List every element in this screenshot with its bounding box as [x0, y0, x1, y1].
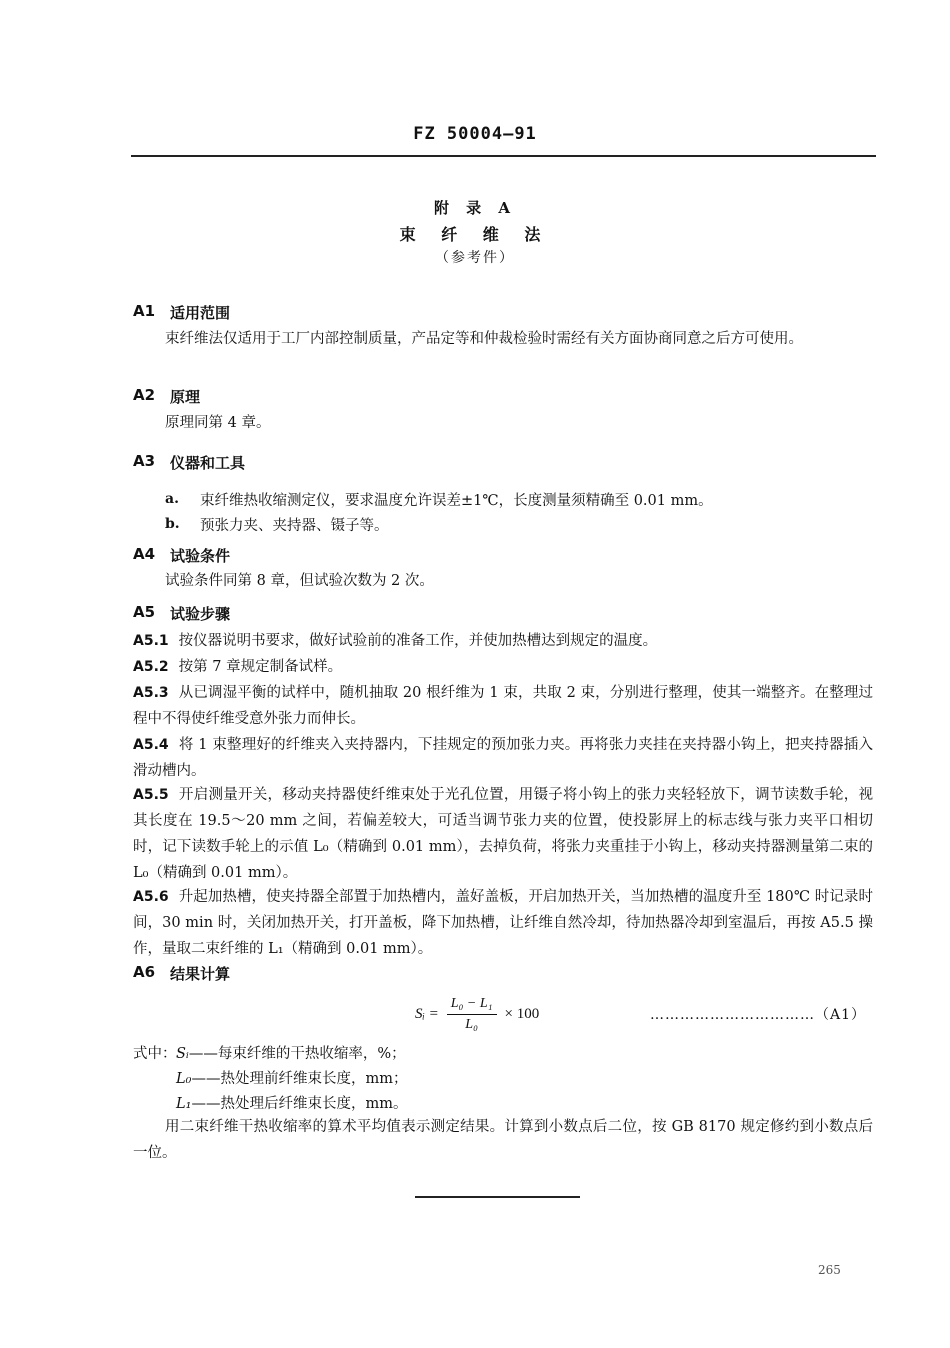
section-text-a1: 束纤维法仅适用于工厂内部控制质量，产品定等和仲裁检验时需经有关方面协商同意之后方可使用。: [165, 331, 803, 347]
definition-item: [176, 1092, 407, 1113]
step-number: A5.5: [133, 787, 169, 803]
step-paragraph: [133, 654, 873, 680]
section-title-a4: 试验条件: [170, 547, 231, 565]
formula-fraction: [447, 996, 497, 1033]
equation-reference: ……………………………（A1）: [650, 1007, 867, 1023]
definitions-intro: 式中：: [133, 1046, 177, 1062]
conclusion-text: 用二束纤维干热收缩率的算术平均值表示测定结果。计算到小数点后二位，按 GB 8170 规定修约到小数点后一位。: [133, 1119, 873, 1161]
step-text: 开启测量开关，移动夹持器使纤维束处于光孔位置，用镊子将小钩上的张力夹轻轻放下，调节读数手轮，视其长度在 19.5～20 mm 之间，若偏差较大，可适当调节张力夹的位置，使投影屏上的标志线与张力夹平口相切时，记下读数手轮上的示值 L₀（精确到 0.01 mm），去掉负荷，将张力夹重挂于小钩上，移动夹持器测量第二束的 L₀（精确到 0.01 mm）。: [133, 787, 873, 881]
definition-symbol: L₁: [176, 1096, 192, 1112]
section-title-a5: 试验步骤: [170, 605, 231, 623]
section-number-a1: A1: [133, 302, 156, 320]
section-title-a6: 结果计算: [170, 965, 231, 983]
formula-rhs: × 100: [504, 1006, 540, 1022]
formula-numerator: L₀ − L₁: [447, 996, 497, 1015]
step-paragraph: [133, 782, 873, 886]
step-paragraph: [133, 884, 873, 962]
step-number: A5.3: [133, 685, 169, 701]
section-number-a6: A6: [133, 963, 156, 981]
definition-symbol: Sᵢ: [176, 1046, 189, 1062]
section-text-a2: 原理同第 4 章。: [165, 415, 271, 431]
step-number: A5.2: [133, 659, 169, 675]
list-item-text: 预张力夹、夹持器、镊子等。: [200, 518, 389, 534]
definition-text: ——每束纤维的干热收缩率，%；: [188, 1046, 406, 1062]
definition-item: [176, 1042, 406, 1063]
section-number-a3: A3: [133, 452, 156, 470]
page-number: 265: [818, 1263, 841, 1277]
step-paragraph: [133, 628, 873, 654]
step-number: A5.1: [133, 633, 169, 649]
document-code: FZ 50004—91: [413, 124, 537, 144]
definition-item: [176, 1067, 407, 1088]
definition-text: ——热处理前纤维束长度，mm；: [191, 1071, 408, 1087]
step-text: 按仪器说明书要求，做好试验前的准备工作，并使加热槽达到规定的温度。: [178, 633, 658, 649]
footer-rule: [415, 1196, 580, 1198]
list-item-letter: a.: [165, 491, 179, 507]
annex-note: （参考件）: [435, 250, 515, 266]
list-item-letter: b.: [165, 516, 180, 532]
step-text: 升起加热槽，使夹持器全部置于加热槽内，盖好盖板，开启加热开关，当加热槽的温度升至 180℃ 时记录时间，30 min 时，关闭加热开关，打开盖板，降下加热槽，让纤维自然冷却，待加热器冷却到室温后，再按 A5.5 操作，量取二束纤维的 L₁（精确到 0.01 mm）。: [133, 889, 873, 957]
step-text: 按第 7 章规定制备试样。: [178, 659, 343, 675]
formula-lhs: Sᵢ =: [415, 1006, 439, 1022]
step-paragraph: [133, 732, 873, 784]
annex-title: 束 纤 维 法: [399, 225, 551, 244]
section-title-a1: 适用范围: [170, 304, 231, 322]
header-rule: [131, 155, 876, 157]
step-paragraph: [133, 680, 873, 732]
section-title-a3: 仪器和工具: [170, 454, 246, 472]
section-number-a4: A4: [133, 545, 156, 563]
section-title-a2: 原理: [170, 388, 201, 406]
step-text: 将 1 束整理好的纤维夹入夹持器内，下挂规定的预加张力夹。再将张力夹挂在夹持器小钩上，把夹持器插入滑动槽内。: [133, 737, 873, 779]
step-number: A5.4: [133, 737, 169, 753]
annex-label: 附 录 A: [433, 199, 517, 217]
list-item-text: 束纤维热收缩测定仪，要求温度允许误差±1℃，长度测量须精确至 0.01 mm。: [200, 493, 713, 509]
section-number-a2: A2: [133, 386, 156, 404]
definition-symbol: L₀: [176, 1071, 192, 1087]
section-text-a4: 试验条件同第 8 章，但试验次数为 2 次。: [165, 573, 434, 589]
step-number: A5.6: [133, 889, 169, 905]
formula-denominator: L₀: [465, 1017, 478, 1032]
formula-a1: [415, 996, 539, 1033]
definition-text: ——热处理后纤维束长度，mm。: [191, 1096, 408, 1112]
step-text: 从已调湿平衡的试样中，随机抽取 20 根纤维为 1 束，共取 2 束，分别进行整理，使其一端整齐。在整理过程中不得使纤维受意外张力而伸长。: [133, 685, 873, 727]
section-number-a5: A5: [133, 603, 156, 621]
